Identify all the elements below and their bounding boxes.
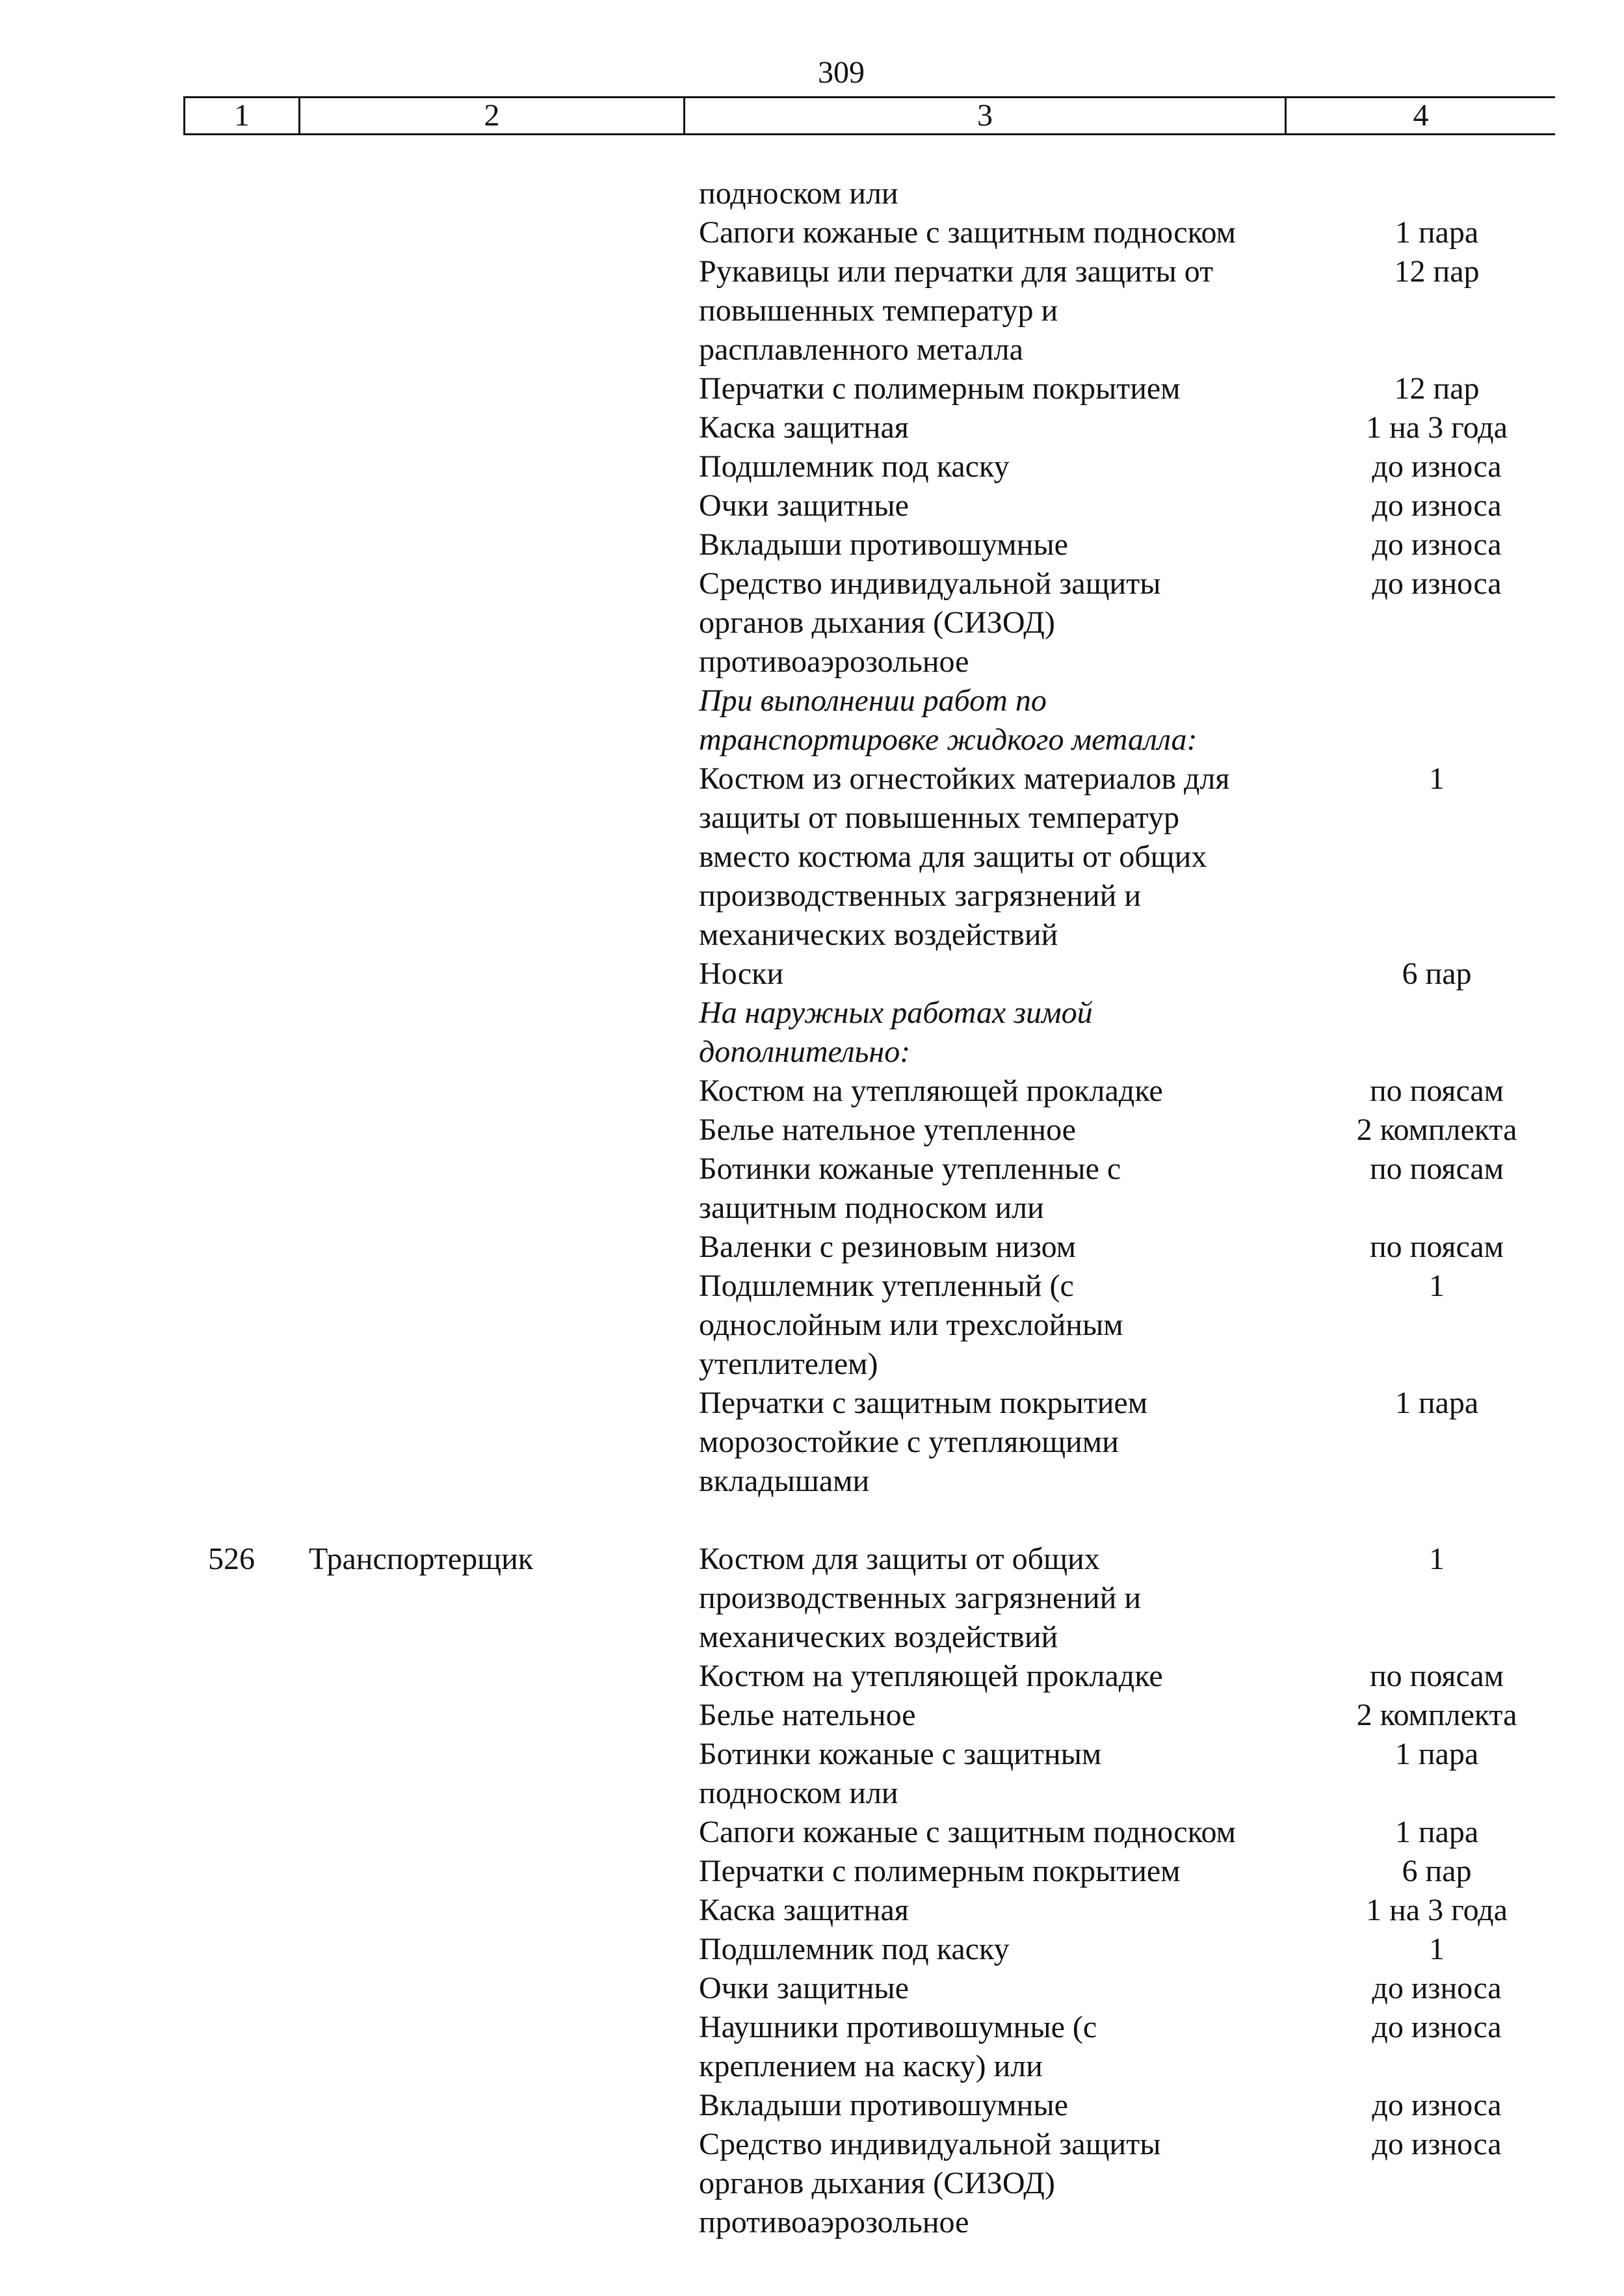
item-name: Средство индивидуальной защиты органов дыхания (СИЗОД) противоаэрозольное	[699, 566, 1161, 679]
header-col-2: 2	[300, 98, 685, 133]
item-name: Перчатки с полимерным покрытием	[699, 1854, 1181, 1888]
item-name: подноском или	[699, 176, 898, 211]
item-norm: 1	[1429, 1932, 1445, 1966]
item-norm: до износа	[1372, 2010, 1502, 2044]
item-norm: 6 пар	[1402, 957, 1472, 991]
item-norm: 1 на 3 года	[1366, 1893, 1508, 1927]
item-name: Носки	[699, 957, 784, 991]
item-norm: по поясам	[1369, 1152, 1504, 1186]
item-norm: по поясам	[1369, 1659, 1504, 1693]
item-name: Костюм для защиты от общих производственных загрязнений и механических воздействий	[699, 1542, 1142, 1654]
item-name: Белье нательное утепленное	[699, 1113, 1076, 1147]
item-name: Валенки с резиновым низом	[699, 1230, 1077, 1264]
section-heading: При выполнении работ по транспортировке жидкого металла:	[699, 683, 1198, 757]
item-name: Костюм из огнестойких материалов для защиты от повышенных температур вместо костюма для защиты от общих производственных загрязнений и механических воздействий	[699, 761, 1230, 952]
item-name: Очки защитные	[699, 488, 909, 523]
item-norm: 12 пар	[1394, 371, 1480, 406]
item-name: Средство индивидуальной защиты органов дыхания (СИЗОД) противоаэрозольное	[699, 2127, 1161, 2239]
item-name: Подшлемник утепленный (с однослойным или трехслойным утеплителем)	[699, 1269, 1123, 1381]
profession-name: Транспортерщик	[309, 1542, 534, 1576]
item-norm: 2 комплекта	[1356, 1698, 1517, 1732]
item-norm: 2 комплекта	[1356, 1113, 1517, 1147]
item-name: Каска защитная	[699, 1893, 909, 1927]
item-name: Сапоги кожаные с защитным подноском	[699, 1815, 1236, 1849]
item-norm: до износа	[1372, 488, 1502, 523]
item-norm: до износа	[1372, 2127, 1502, 2161]
item-name: Белье нательное	[699, 1698, 916, 1732]
item-norm: 1 на 3 года	[1366, 410, 1508, 445]
item-name: Перчатки с защитным покрытием морозостойкие с утепляющими вкладышами	[699, 1386, 1148, 1498]
item-name: Наушники противошумные (с креплением на каску) или	[699, 2010, 1097, 2083]
item-norm: 1 пара	[1395, 1737, 1479, 1771]
item-name: Перчатки с полимерным покрытием	[699, 371, 1181, 406]
item-norm: 6 пар	[1402, 1854, 1472, 1888]
item-norm: 1 пара	[1395, 1815, 1479, 1849]
header-col-4: 4	[1413, 98, 1429, 133]
item-norm: до износа	[1372, 1971, 1502, 2005]
header-col-3: 3	[685, 98, 1287, 133]
item-name: Костюм на утепляющей прокладке	[699, 1659, 1163, 1693]
entry-number: 526	[208, 1542, 255, 1576]
item-name: Подшлемник под каску	[699, 449, 1010, 484]
item-norm: до износа	[1372, 566, 1502, 601]
item-norm: 1	[1429, 1269, 1445, 1303]
item-name: Вкладыши противошумные	[699, 527, 1068, 562]
item-norm: до износа	[1372, 2088, 1502, 2122]
item-norm: 12 пар	[1394, 254, 1480, 289]
item-norm: до износа	[1372, 527, 1502, 562]
item-name: Сапоги кожаные с защитным подноском	[699, 215, 1236, 250]
item-norm: 1 пара	[1395, 1386, 1479, 1420]
item-name: Вкладыши противошумные	[699, 2088, 1068, 2122]
item-name: Костюм на утепляющей прокладке	[699, 1074, 1163, 1108]
item-name: Ботинки кожаные с защитным подноском или	[699, 1737, 1102, 1810]
item-norm: 1	[1429, 1542, 1445, 1576]
header-col-1: 1	[185, 98, 300, 133]
page-number: 309	[818, 55, 865, 90]
item-norm: по поясам	[1369, 1074, 1504, 1108]
item-name: Подшлемник под каску	[699, 1932, 1010, 1966]
item-norm: 1 пара	[1395, 215, 1479, 250]
table-header	[183, 96, 1555, 135]
item-name: Ботинки кожаные утепленные с защитным подноском или	[699, 1152, 1121, 1225]
item-norm: 1	[1429, 761, 1445, 796]
section-heading: На наружных работах зимой дополнительно:	[699, 996, 1093, 1069]
item-norm: до износа	[1372, 449, 1502, 484]
item-name: Каска защитная	[699, 410, 909, 445]
item-name: Рукавицы или перчатки для защиты от повышенных температур и расплавленного металла	[699, 254, 1214, 367]
item-name: Очки защитные	[699, 1971, 909, 2005]
item-norm: по поясам	[1369, 1230, 1504, 1264]
